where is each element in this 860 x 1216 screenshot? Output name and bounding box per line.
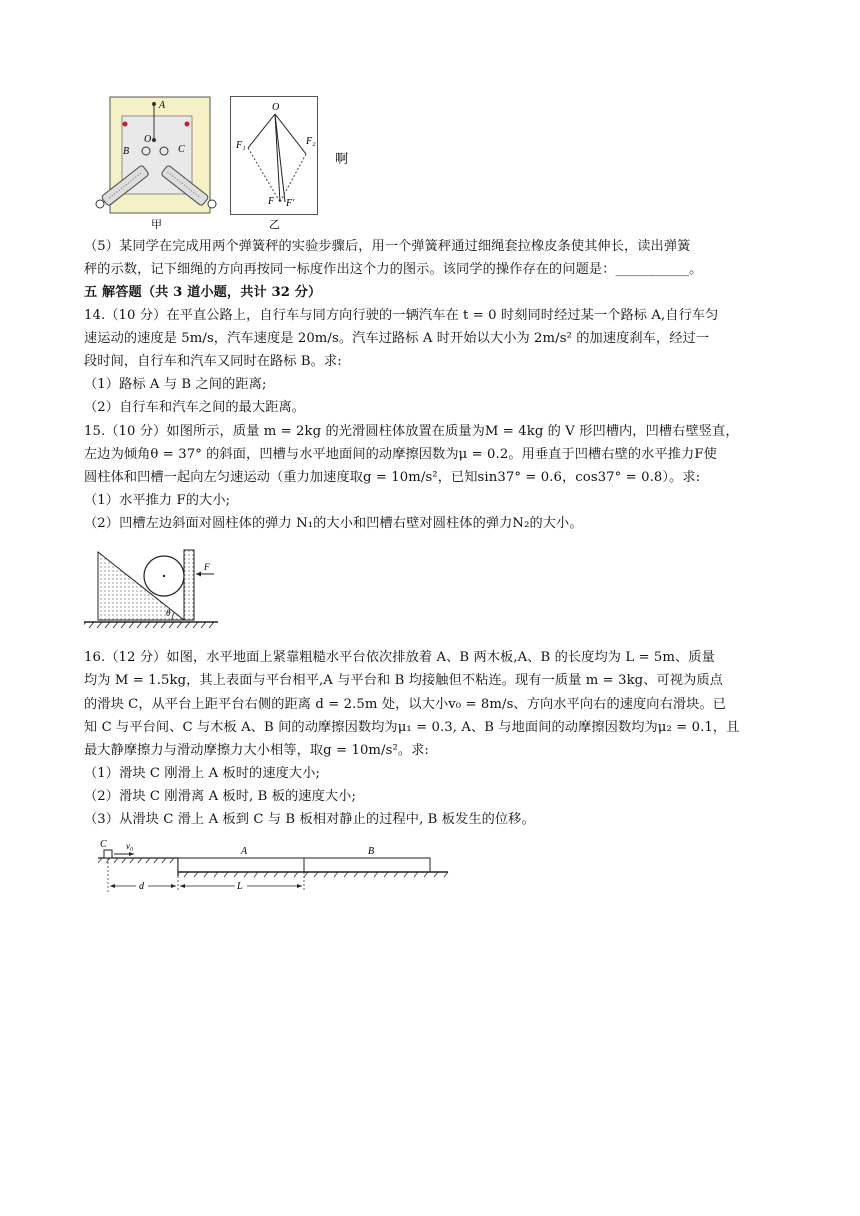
q15-part1: （1）水平推力 F的大小; — [84, 493, 231, 508]
label-F-q15: F — [204, 562, 210, 572]
label-F: F — [268, 196, 275, 207]
q15-line1: 15.（10 分）如图所示，质量 m = 2kg 的光滑圆柱体放置在质量为M = 4kg 的 V 形凹槽内，凹槽右壁竖直， — [84, 424, 739, 439]
figure-yi — [230, 96, 322, 232]
q14-line3: 段时间，自行车和汽车又同时在路标 B。求: — [84, 354, 342, 369]
q15-line3: 圆柱体和凹槽一起向左匀速运动（重力加速度取g = 10m/s²，已知sin37° = 0.6，cos37° = 0.8）。求: — [84, 470, 701, 485]
label-A-q16: A — [241, 846, 248, 857]
label-B: B — [123, 146, 130, 157]
label-B-q16: B — [368, 846, 375, 857]
q14-part2: （2）自行车和汽车之间的最大距离。 — [84, 400, 306, 415]
q14-line1: 14.（10 分）在平直公路上，自行车与同方向行驶的一辆汽车在 t = 0 时刻同时经过某一个路标 A,自行车匀 — [84, 308, 719, 323]
q13-5-line1: （5）某同学在完成用两个弹簧秤的实验步骤后，用一个弹簧秤通过细绳套拉橡皮条使其伸长，读出弹簧 — [84, 239, 691, 254]
label-C: C — [178, 144, 185, 155]
label-theta: θ — [166, 608, 171, 618]
q16-line1: 16.（12 分）如图，水平地面上紧靠粗糙水平台依次排放着 A、B 两木板,A、B 的长度均为 L = 5m、质量 — [84, 650, 715, 665]
label-Fprime: F′ — [286, 198, 295, 209]
figure-q16 — [98, 836, 454, 894]
q15-line2: 左边为倾角θ = 37° 的斜面，凹槽与水平地面间的动摩擦因数为μ = 0.2。用垂直于凹槽右壁的水平推力F使 — [84, 447, 717, 462]
label-A: A — [159, 100, 166, 111]
q16-part1: （1）滑块 C 刚滑上 A 板时的速度大小; — [84, 766, 321, 781]
q13-5-line2: 秤的示数，记下细绳的方向再按同一标度作出这个力的图示。该同学的操作存在的问题是：___________。 — [84, 262, 703, 277]
q16-line4: 知 C 与平台间、C 与木板 A、B 间的动摩擦因数均为μ₁ = 0.3, A、B 与地面间的动摩擦因数均为μ₂ = 0.1，且 — [84, 720, 740, 735]
label-jia: 甲 — [151, 219, 162, 231]
q16-line5: 最大静摩擦力与滑动摩擦力大小相等，取g = 10m/s²。求: — [84, 743, 429, 758]
q14-part1: （1）路标 A 与 B 之间的距离; — [84, 377, 267, 392]
q16-line3: 的滑块 C，从平台上距平台右侧的距离 d = 2.5m 处，以大小v₀ = 8m/s、方向水平向右的速度向右滑块。已 — [84, 697, 727, 712]
q14-line2: 速运动的速度是 5m/s，汽车速度是 20m/s。汽车过路标 A 时开始以大小为 2m/s² 的加速度刹车，经过一 — [84, 331, 710, 346]
label-F2: F₂ — [306, 136, 316, 147]
label-O: O — [144, 134, 152, 145]
label-yi: 乙 — [269, 219, 280, 231]
side-note: 啊 — [335, 152, 349, 167]
q16-part3: （3）从滑块 C 滑上 A 板到 C 与 B 板相对静止的过程中, B 板发生的位移。 — [84, 812, 535, 827]
section-heading: 五 解答题（共 3 道小题，共计 32 分） — [84, 285, 322, 300]
figure-jia — [92, 96, 220, 232]
figure-q15 — [84, 546, 224, 632]
label-L: L — [237, 881, 243, 892]
label-d: d — [139, 881, 144, 892]
label-C-q16: C — [100, 839, 107, 850]
q15-part2: （2）凹槽左边斜面对圆柱体的弹力 N₁的大小和凹槽右壁对圆柱体的弹力N₂的大小。 — [84, 516, 583, 531]
label-yi-O: O — [272, 102, 280, 113]
q16-line2: 均为 M = 1.5kg，其上表面与平台相平,A 与平台和 B 均接触但不粘连。现有一质量 m = 3kg、可视为质点 — [84, 673, 723, 688]
q16-part2: （2）滑块 C 刚滑离 A 板时, B 板的速度大小; — [84, 789, 356, 804]
label-v0: v₀ — [126, 841, 134, 851]
label-F1: F₁ — [236, 140, 246, 151]
